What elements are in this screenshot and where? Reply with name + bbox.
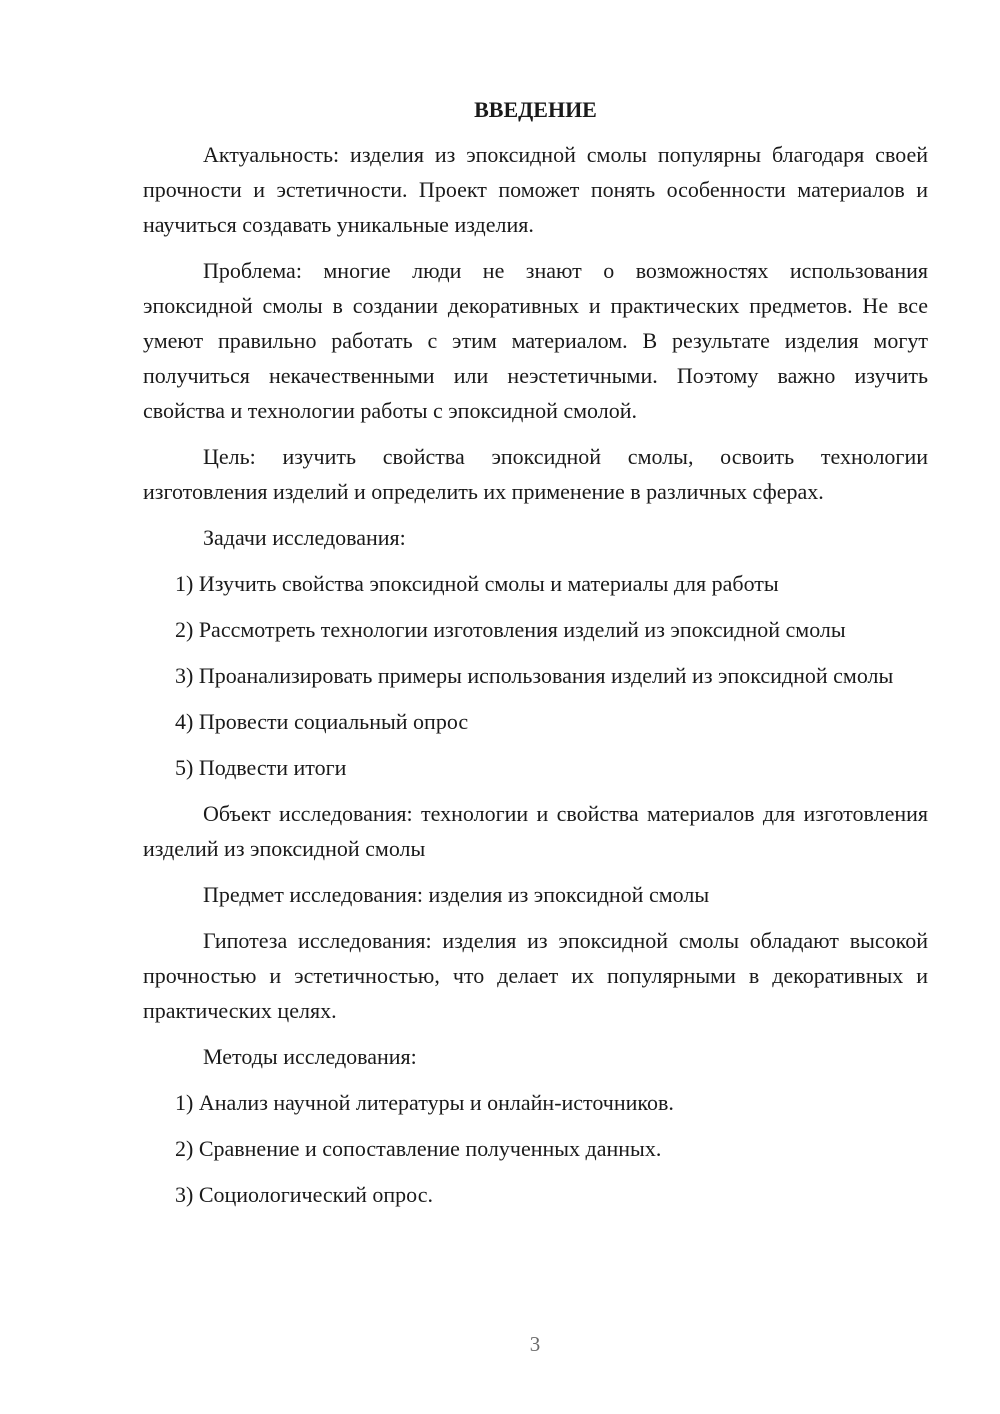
relevance-paragraph: Актуальность: изделия из эпоксидной смолы популярны благодаря своей прочности и эстетичности. Проект поможет понять особенности материалов и научиться создавать уникальные изделия. <box>143 142 928 237</box>
page-content <box>143 92 928 1223</box>
subject-paragraph: Предмет исследования: изделия из эпоксидной смолы <box>203 882 710 907</box>
task-item-4: 4) Провести социальный опрос <box>175 709 469 734</box>
tasks-heading: Задачи исследования: <box>203 525 406 550</box>
section-title: ВВЕДЕНИЕ <box>474 97 597 122</box>
method-item-2: 2) Сравнение и сопоставление полученных данных. <box>175 1136 662 1161</box>
method-item-1: 1) Анализ научной литературы и онлайн-источников. <box>175 1090 674 1115</box>
hypothesis-paragraph: Гипотеза исследования: изделия из эпоксидной смолы обладают высокой прочностью и эстетичностью, что делает их популярными в декоративных и практических целях. <box>143 928 928 1023</box>
object-paragraph: Объект исследования: технологии и свойства материалов для изготовления изделий из эпоксидной смолы <box>143 801 928 861</box>
problem-paragraph: Проблема: многие люди не знают о возможностях использования эпоксидной смолы в создании декоративных и практических предметов. Не все умеют правильно работать с этим материалом. В результате изделия могут получиться некачественными или неэстетичными. Поэтому важно изучить свойства и технологии работы с эпоксидной смолой. <box>143 258 928 423</box>
task-item-5: 5) Подвести итоги <box>175 755 347 780</box>
page-number: 3 <box>529 1332 541 1356</box>
methods-heading: Методы исследования: <box>203 1044 417 1069</box>
task-item-1: 1) Изучить свойства эпоксидной смолы и материалы для работы <box>175 571 779 596</box>
method-item-3: 3) Социологический опрос. <box>175 1182 433 1207</box>
goal-paragraph: Цель: изучить свойства эпоксидной смолы, освоить технологии изготовления изделий и определить их применение в различных сферах. <box>143 444 928 504</box>
task-item-2: 2) Рассмотреть технологии изготовления изделий из эпоксидной смолы <box>175 617 846 642</box>
task-item-3: 3) Проанализировать примеры использования изделий из эпоксидной смолы <box>175 663 894 688</box>
